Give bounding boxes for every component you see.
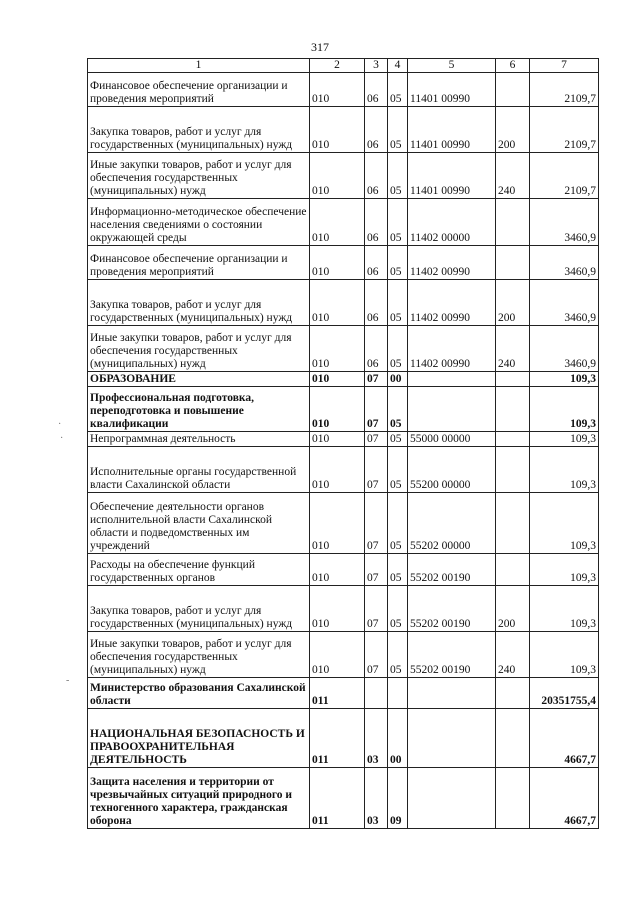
cell-section: 07 xyxy=(365,447,388,493)
cell-admin-code: 010 xyxy=(310,73,365,107)
cell-subsection: 05 xyxy=(388,586,408,632)
cell-section: 06 xyxy=(365,326,388,372)
cell-amount: 109,3 xyxy=(530,447,599,493)
cell-amount: 20351755,4 xyxy=(530,678,599,709)
cell-admin-code: 010 xyxy=(310,387,365,432)
cell-expense-type xyxy=(496,768,530,829)
cell-name: Информационно-методическое обеспечение населения сведениями о состоянии окружающей среды xyxy=(88,199,310,246)
cell-target-article xyxy=(408,768,496,829)
cell-subsection: 05 xyxy=(388,153,408,199)
cell-target-article: 11402 00000 xyxy=(408,199,496,246)
cell-amount: 2109,7 xyxy=(530,153,599,199)
cell-amount: 109,3 xyxy=(530,387,599,432)
cell-subsection: 05 xyxy=(388,554,408,586)
page-number: 317 xyxy=(311,40,329,54)
cell-section: 07 xyxy=(365,554,388,586)
table-row xyxy=(88,73,599,107)
cell-section: 06 xyxy=(365,280,388,326)
cell-subsection: 05 xyxy=(388,326,408,372)
cell-admin-code: 010 xyxy=(310,432,365,447)
cell-admin-code: 011 xyxy=(310,678,365,709)
cell-subsection xyxy=(388,678,408,709)
cell-section xyxy=(365,678,388,709)
cell-subsection: 05 xyxy=(388,632,408,678)
table-row xyxy=(88,246,599,280)
table-row xyxy=(88,432,599,447)
cell-amount: 109,3 xyxy=(530,432,599,447)
cell-amount: 109,3 xyxy=(530,493,599,554)
cell-admin-code: 011 xyxy=(310,709,365,768)
cell-expense-type: 200 xyxy=(496,586,530,632)
cell-subsection: 00 xyxy=(388,372,408,387)
cell-name: Иные закупки товаров, работ и услуг для обеспечения государственных (муниципальных) нужд xyxy=(88,326,310,372)
cell-expense-type xyxy=(496,432,530,447)
table-row xyxy=(88,493,599,554)
cell-name: Министерство образования Сахалинской области xyxy=(88,678,310,709)
budget-table xyxy=(87,58,599,829)
cell-name: Защита населения и территории от чрезвычайных ситуаций природного и техногенного характера, гражданская оборона xyxy=(88,768,310,829)
cell-admin-code: 010 xyxy=(310,199,365,246)
cell-section: 06 xyxy=(365,199,388,246)
cell-target-article: 55202 00190 xyxy=(408,632,496,678)
cell-target-article: 11402 00990 xyxy=(408,280,496,326)
table-row xyxy=(88,678,599,709)
cell-admin-code: 010 xyxy=(310,554,365,586)
cell-subsection: 05 xyxy=(388,432,408,447)
cell-target-article xyxy=(408,387,496,432)
table-row xyxy=(88,326,599,372)
cell-admin-code: 010 xyxy=(310,493,365,554)
cell-subsection: 05 xyxy=(388,199,408,246)
cell-admin-code: 010 xyxy=(310,107,365,153)
table-row xyxy=(88,199,599,246)
cell-expense-type xyxy=(496,447,530,493)
cell-subsection: 05 xyxy=(388,73,408,107)
cell-name: Расходы на обеспечение функций государственных органов xyxy=(88,554,310,586)
cell-target-article: 55202 00190 xyxy=(408,586,496,632)
cell-admin-code: 011 xyxy=(310,768,365,829)
cell-name: Финансовое обеспечение организации и проведения мероприятий xyxy=(88,246,310,280)
cell-subsection: 00 xyxy=(388,709,408,768)
cell-admin-code: 010 xyxy=(310,372,365,387)
margin-mark: - xyxy=(66,675,70,686)
cell-section: 03 xyxy=(365,709,388,768)
column-header-3: 3 xyxy=(365,59,388,73)
cell-expense-type xyxy=(496,493,530,554)
cell-amount: 2109,7 xyxy=(530,73,599,107)
table-row xyxy=(88,387,599,432)
cell-section: 06 xyxy=(365,153,388,199)
cell-name: Профессиональная подготовка, переподготовка и повышение квалификации xyxy=(88,387,310,432)
margin-mark: · xyxy=(58,419,62,430)
cell-expense-type xyxy=(496,709,530,768)
cell-name: Закупка товаров, работ и услуг для государственных (муниципальных) нужд xyxy=(88,586,310,632)
cell-expense-type xyxy=(496,372,530,387)
cell-name: Исполнительные органы государственной власти Сахалинской области xyxy=(88,447,310,493)
cell-target-article: 11401 00990 xyxy=(408,153,496,199)
table-body xyxy=(88,73,599,829)
cell-expense-type xyxy=(496,246,530,280)
cell-section: 07 xyxy=(365,372,388,387)
cell-amount: 3460,9 xyxy=(530,199,599,246)
cell-expense-type: 240 xyxy=(496,326,530,372)
cell-admin-code: 010 xyxy=(310,280,365,326)
cell-name: Иные закупки товаров, работ и услуг для обеспечения государственных (муниципальных) нужд xyxy=(88,153,310,199)
margin-mark: · xyxy=(60,433,64,444)
cell-amount: 109,3 xyxy=(530,372,599,387)
table-row xyxy=(88,280,599,326)
cell-admin-code: 010 xyxy=(310,447,365,493)
cell-admin-code: 010 xyxy=(310,246,365,280)
cell-name: Закупка товаров, работ и услуг для государственных (муниципальных) нужд xyxy=(88,280,310,326)
cell-target-article xyxy=(408,709,496,768)
cell-name: Непрограммная деятельность xyxy=(88,432,310,447)
cell-subsection: 05 xyxy=(388,447,408,493)
cell-amount: 4667,7 xyxy=(530,768,599,829)
column-header-5: 5 xyxy=(408,59,496,73)
cell-section: 03 xyxy=(365,768,388,829)
cell-target-article: 55202 00000 xyxy=(408,493,496,554)
cell-target-article: 55000 00000 xyxy=(408,432,496,447)
column-header-7: 7 xyxy=(530,59,599,73)
column-header-6: 6 xyxy=(496,59,530,73)
cell-subsection: 05 xyxy=(388,280,408,326)
cell-subsection: 05 xyxy=(388,493,408,554)
column-number-row xyxy=(88,59,599,73)
cell-section: 07 xyxy=(365,586,388,632)
table-row xyxy=(88,107,599,153)
cell-amount: 109,3 xyxy=(530,632,599,678)
cell-amount: 3460,9 xyxy=(530,280,599,326)
column-header-4: 4 xyxy=(388,59,408,73)
table-row xyxy=(88,447,599,493)
cell-expense-type xyxy=(496,387,530,432)
cell-name: Иные закупки товаров, работ и услуг для обеспечения государственных (муниципальных) нужд xyxy=(88,632,310,678)
cell-section: 07 xyxy=(365,493,388,554)
cell-target-article xyxy=(408,372,496,387)
cell-subsection: 05 xyxy=(388,107,408,153)
cell-admin-code: 010 xyxy=(310,153,365,199)
table-row xyxy=(88,153,599,199)
table-row xyxy=(88,586,599,632)
cell-target-article: 11402 00990 xyxy=(408,326,496,372)
cell-expense-type: 200 xyxy=(496,107,530,153)
cell-expense-type xyxy=(496,73,530,107)
column-header-1: 1 xyxy=(88,59,310,73)
cell-section: 07 xyxy=(365,387,388,432)
table-row xyxy=(88,709,599,768)
cell-admin-code: 010 xyxy=(310,632,365,678)
cell-name: Финансовое обеспечение организации и проведения мероприятий xyxy=(88,73,310,107)
cell-target-article: 55200 00000 xyxy=(408,447,496,493)
cell-admin-code: 010 xyxy=(310,326,365,372)
cell-target-article xyxy=(408,678,496,709)
cell-expense-type: 240 xyxy=(496,153,530,199)
cell-target-article: 55202 00190 xyxy=(408,554,496,586)
column-header-2: 2 xyxy=(310,59,365,73)
cell-subsection: 09 xyxy=(388,768,408,829)
cell-target-article: 11401 00990 xyxy=(408,107,496,153)
cell-name: НАЦИОНАЛЬНАЯ БЕЗОПАСНОСТЬ И ПРАВООХРАНИТЕЛЬНАЯ ДЕЯТЕЛЬНОСТЬ xyxy=(88,709,310,768)
cell-name: Обеспечение деятельности органов исполнительной власти Сахалинской области и подведомственных им учреждений xyxy=(88,493,310,554)
cell-subsection: 05 xyxy=(388,246,408,280)
cell-section: 06 xyxy=(365,107,388,153)
table-row xyxy=(88,632,599,678)
cell-expense-type xyxy=(496,554,530,586)
cell-admin-code: 010 xyxy=(310,586,365,632)
cell-name: Закупка товаров, работ и услуг для государственных (муниципальных) нужд xyxy=(88,107,310,153)
cell-target-article: 11401 00990 xyxy=(408,73,496,107)
cell-expense-type xyxy=(496,199,530,246)
cell-amount: 2109,7 xyxy=(530,107,599,153)
cell-amount: 3460,9 xyxy=(530,246,599,280)
cell-amount: 3460,9 xyxy=(530,326,599,372)
table-row xyxy=(88,554,599,586)
cell-section: 07 xyxy=(365,432,388,447)
cell-expense-type: 240 xyxy=(496,632,530,678)
cell-section: 06 xyxy=(365,246,388,280)
cell-section: 06 xyxy=(365,73,388,107)
cell-target-article: 11402 00990 xyxy=(408,246,496,280)
cell-expense-type xyxy=(496,678,530,709)
cell-amount: 109,3 xyxy=(530,586,599,632)
cell-expense-type: 200 xyxy=(496,280,530,326)
cell-amount: 109,3 xyxy=(530,554,599,586)
cell-amount: 4667,7 xyxy=(530,709,599,768)
cell-name: ОБРАЗОВАНИЕ xyxy=(88,372,310,387)
cell-subsection: 05 xyxy=(388,387,408,432)
table-row xyxy=(88,768,599,829)
table-row xyxy=(88,372,599,387)
cell-section: 07 xyxy=(365,632,388,678)
